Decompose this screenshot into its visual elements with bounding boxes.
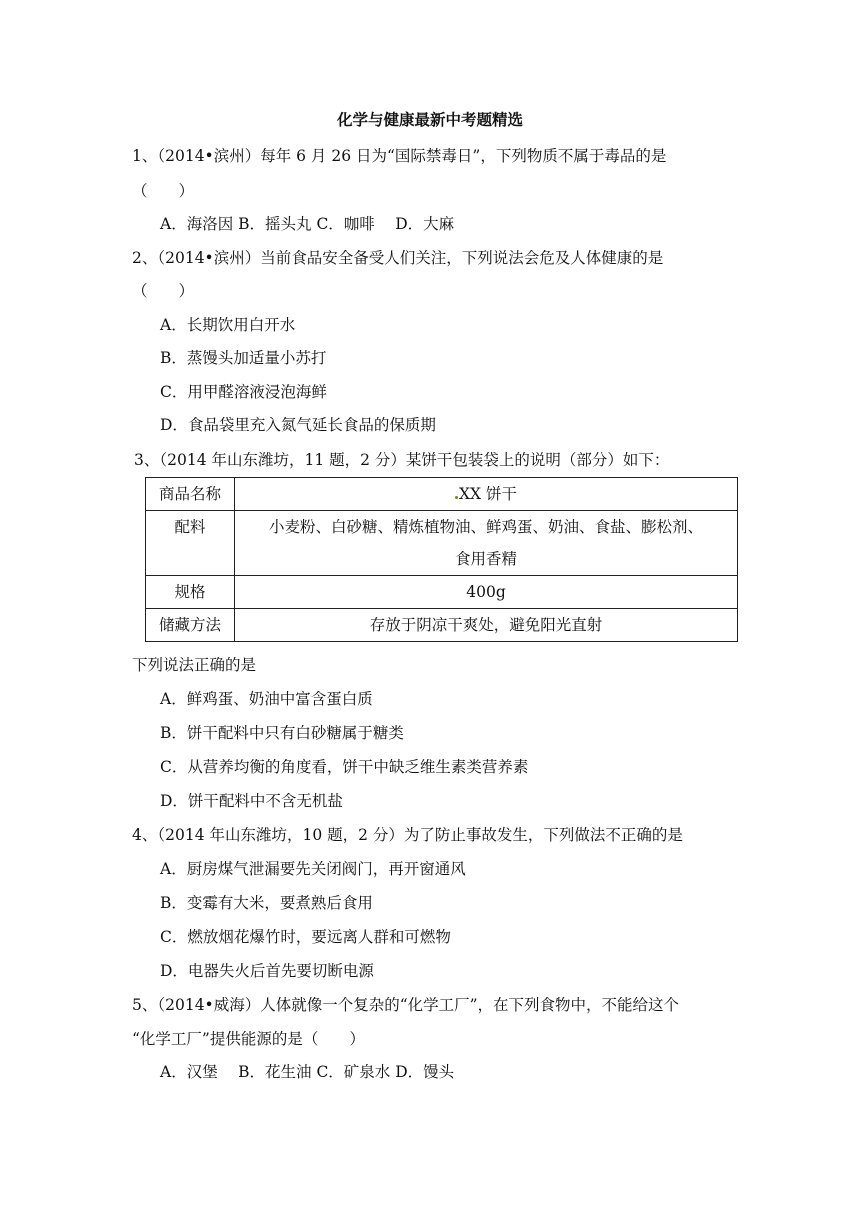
question-5-options: A．汉堡 B．花生油 C．矿泉水 D．馒头 bbox=[160, 1063, 455, 1081]
question-4-option-c: C．燃放烟花爆竹时，要远离人群和可燃物 bbox=[160, 928, 451, 946]
question-3-option-c: C．从营养均衡的角度看，饼干中缺乏维生素类营养素 bbox=[160, 758, 529, 776]
table-value-storage: 存放于阴凉干爽处，避免阳光直射 bbox=[235, 609, 738, 642]
table-value-ingredients bbox=[235, 511, 738, 576]
question-1-options: A．海洛因 B．摇头丸 C．咖啡 D．大麻 bbox=[160, 215, 455, 233]
question-2-stem: 2、（2014•滨州）当前食品安全备受人们关注，下列说法会危及人体健康的是 bbox=[132, 249, 664, 267]
question-1-answer-paren: （ ） bbox=[132, 182, 195, 200]
ingredients-line-2: 食用香精 bbox=[454, 550, 517, 568]
table-value-product-name: XX 饼干 bbox=[235, 478, 738, 511]
table-value-spec: 400g bbox=[235, 576, 738, 609]
ingredients-line-1: 小麦粉、白砂糖、精炼植物油、鲜鸡蛋、奶油、食盐、膨松剂、 bbox=[268, 518, 703, 536]
question-1-stem: 1、（2014•滨州）每年 6 月 26 日为“国际禁毒日”，下列物质不属于毒品的是 bbox=[132, 147, 667, 165]
question-5-stem-line-1: 5、（2014•威海）人体就像一个复杂的“化学工厂”，在下列食物中，不能给这个 bbox=[132, 996, 680, 1014]
question-4-option-b: B．变霉有大米，要煮熟后食用 bbox=[160, 894, 373, 912]
table-key-storage: 储藏方法 bbox=[146, 609, 235, 642]
question-3-stem: 3、（2014 年山东潍坊，11 题，2 分）某饼干包装袋上的说明（部分）如下： bbox=[134, 451, 670, 469]
question-2-option-c: C．用甲醛溶液浸泡海鲜 bbox=[160, 383, 327, 401]
product-info-table bbox=[145, 477, 738, 642]
table-key-product-name: 商品名称 bbox=[146, 478, 235, 511]
table-row bbox=[146, 576, 738, 609]
question-4-option-a: A．厨房煤气泄漏要先关闭阀门，再开窗通风 bbox=[160, 860, 466, 878]
question-4-stem: 4、（2014 年山东潍坊，10 题，2 分）为了防止事故发生，下列做法不正确的是 bbox=[132, 826, 683, 844]
table-row bbox=[146, 511, 738, 576]
table-key-spec: 规格 bbox=[146, 576, 235, 609]
question-3-prompt: 下列说法正确的是 bbox=[132, 656, 257, 674]
table-key-ingredients: 配料 bbox=[146, 511, 235, 576]
table-row bbox=[146, 609, 738, 642]
question-4-option-d: D．电器失火后首先要切断电源 bbox=[160, 962, 374, 980]
question-2-option-b: B．蒸馒头加适量小苏打 bbox=[160, 349, 327, 367]
text-marker bbox=[455, 496, 458, 499]
page-title: 化学与健康最新中考题精选 bbox=[336, 110, 523, 129]
question-3-option-b: B．饼干配料中只有白砂糖属于糖类 bbox=[160, 724, 404, 742]
question-2-option-d: D．食品袋里充入氮气延长食品的保质期 bbox=[160, 416, 436, 434]
question-3-option-d: D．饼干配料中不含无机盐 bbox=[160, 792, 343, 810]
question-2-answer-paren: （ ） bbox=[132, 282, 195, 300]
question-2-option-a: A．长期饮用白开水 bbox=[160, 316, 296, 334]
table-row bbox=[146, 478, 738, 511]
question-3-option-a: A．鲜鸡蛋、奶油中富含蛋白质 bbox=[160, 690, 373, 708]
question-5-stem-line-2: “化学工厂”提供能源的是（ ） bbox=[132, 1030, 365, 1048]
